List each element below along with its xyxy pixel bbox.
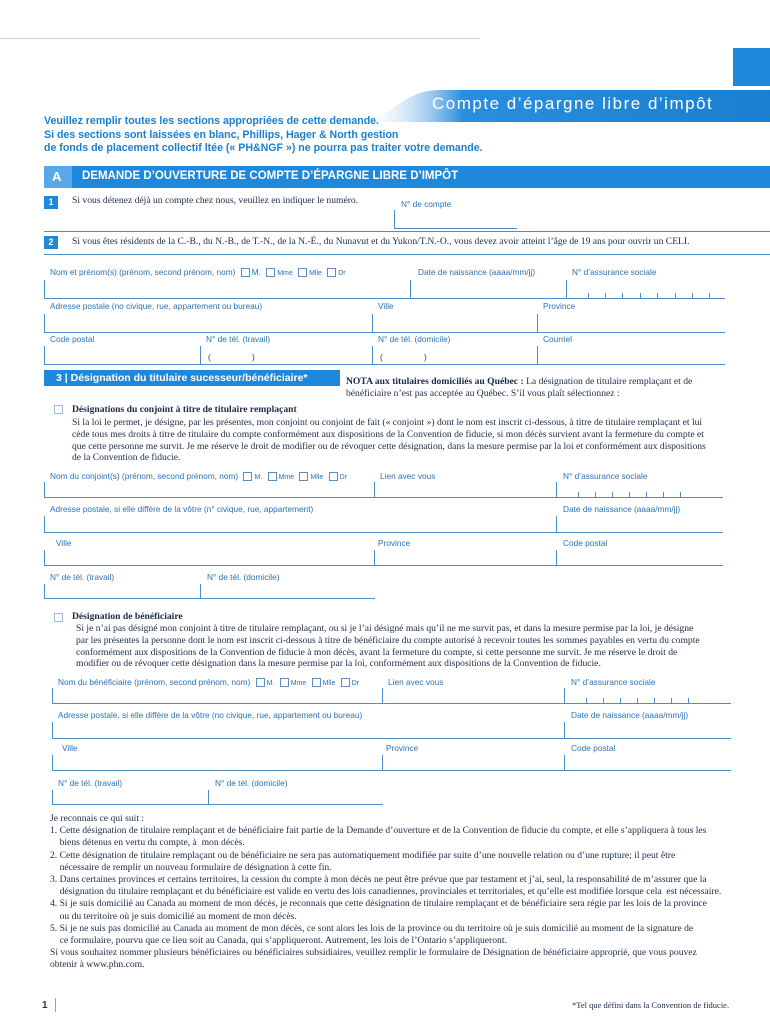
email-label: Courriel: [543, 334, 573, 344]
benef-text-line: conformément aux dispositions de la Convention de fiducie à mon décès, avant la fermeture du compte, si cette personne me survit. Je me réserve le droit de: [76, 646, 678, 658]
beneficiary-postal-label: Code postal: [571, 743, 616, 753]
section-a-letter: A: [52, 169, 62, 184]
spouse-title-mlle-checkbox[interactable]: [299, 472, 308, 481]
spouse-text-line: cède tous mes droits à titre de titulaire du compte conformément aux dispositions de la Convention de fiducie, si mon décès survient avant la fermeture du compte et: [72, 428, 704, 440]
sin-tick: [640, 293, 641, 298]
section-3-title: 3 | Désignation du titulaire sucesseur/bénéficiaire*: [56, 372, 308, 384]
ack-line: ou du territoire où je suis domicilié au moment de mon décès.: [50, 910, 297, 922]
name-label-text: Nom et prénom(s) (prénom, second prénom, nom): [50, 267, 236, 277]
spouse-dob-label: Date de naissance (aaaa/mm/jj): [563, 504, 681, 514]
account-number-field[interactable]: [394, 210, 517, 229]
name-field-label: [50, 267, 346, 277]
beneficiary-city-label: Ville: [62, 743, 78, 753]
email-field[interactable]: [537, 346, 725, 365]
beneficiary-city-field[interactable]: [52, 755, 383, 771]
beneficiary-name-field[interactable]: [52, 688, 383, 704]
phone-work-label: N° de tél. (travail): [206, 334, 271, 344]
quebec-note-bold: NOTA aux titulaires domiciliés au Québec :: [346, 376, 524, 387]
sin-tick: [709, 293, 710, 298]
ack-line: biens détenus en vertu du compte, à mon décès.: [50, 837, 245, 849]
top-rule: [0, 38, 480, 39]
sin-tick: [692, 293, 693, 298]
acknowledgement-block: [50, 813, 762, 972]
section-a-title: DEMANDE D’OUVERTURE DE COMPTE D’ÉPARGNE LIBRE D’IMPÔT: [82, 170, 459, 182]
beneficiary-dob-field[interactable]: [564, 722, 731, 739]
spouse-text-line: que cette personne me survit. Je me réserve le droit de modifier ou de révoquer cette désignation, dans la mesure permise par la loi et conformément aux dispositions: [72, 440, 706, 452]
benef-sin-tick: [620, 698, 621, 703]
title-dr-label: Dr: [338, 270, 346, 277]
sin-tick: [675, 293, 676, 298]
beneficiary-sin-label: N° d’assurance sociale: [571, 677, 656, 687]
ack-line: nécessaire de remplir un nouveau formulaire de désignation à cette fin.: [50, 861, 332, 873]
page-number-divider: [55, 998, 56, 1012]
intro-text: [44, 115, 483, 156]
beneficiary-phone-home-field[interactable]: [208, 790, 383, 805]
spouse-dob-field[interactable]: [556, 516, 723, 533]
spouse-designation-text: [72, 417, 762, 464]
spouse-title-mlle-label: Mlle: [310, 474, 324, 481]
account-number-label: N° de compte: [401, 199, 452, 209]
spouse-sin-tick: [612, 492, 613, 497]
phone-home-label: N° de tél. (domicile): [378, 334, 451, 344]
spouse-title-dr-checkbox[interactable]: [329, 472, 338, 481]
beneficiary-postal-field[interactable]: [564, 755, 731, 771]
spouse-phone-home-field[interactable]: [200, 584, 375, 599]
postal-code-field[interactable]: [44, 346, 201, 365]
ack-line: désignation du titulaire remplaçant et du bénéficiaire est valide en vertu des lois canadiennes, provinciales et territoriales, et qu’elle est modifiée lorsque cela est nécessaire.: [50, 886, 722, 898]
spouse-phone-home-label: N° de tél. (domicile): [207, 572, 280, 582]
benef-title-m-label: M.: [266, 680, 275, 687]
spouse-title-mme-checkbox[interactable]: [268, 472, 277, 481]
title-dr-checkbox[interactable]: [327, 268, 336, 277]
beneficiary-relation-field[interactable]: [382, 688, 565, 704]
benef-sin-tick: [637, 698, 638, 703]
phone-work-area-open: (: [208, 352, 211, 362]
dob-field[interactable]: [410, 280, 567, 299]
spouse-postal-label: Code postal: [563, 538, 608, 548]
spouse-designation-title: Désignations du conjoint à titre de titulaire remplaçant: [72, 404, 297, 415]
postal-code-label: Code postal: [50, 334, 95, 344]
benef-sin-tick: [654, 698, 655, 703]
page-title: Compte d’épargne libre d’impôt: [432, 94, 714, 113]
benef-sin-tick: [603, 698, 604, 703]
corner-accent: [733, 48, 770, 86]
spouse-title-m-label: M.: [254, 474, 263, 481]
beneficiary-address-label: Adresse postale, si elle diffère de la vôtre (no civique, rue, appartement ou bureau): [58, 710, 363, 720]
ack-line: Si vous souhaitez nommer plusieurs bénéficiaires ou bénéficiaires subsidiaires, veuillez remplir le formulaire de Désignation de bénéficiaire approprié, que vous pouvez: [50, 947, 697, 959]
spouse-title-m-checkbox[interactable]: [243, 472, 252, 481]
page-number: 1: [42, 1000, 48, 1011]
benef-sin-tick: [586, 698, 587, 703]
benef-title-mme-checkbox[interactable]: [280, 678, 289, 687]
beneficiary-designation-title: Désignation de bénéficiaire: [72, 611, 183, 622]
spouse-relation-label: Lien avec vous: [380, 471, 436, 481]
spouse-sin-tick: [578, 492, 579, 497]
benef-text-line: par les présentes la personne dont le nom est inscrit ci-dessous à titre de bénéficiaire du compte autorisé à recevoir toutes les sommes payables en vertu du compte: [76, 634, 700, 646]
province-field[interactable]: [537, 314, 725, 333]
divider-q1: [44, 231, 770, 232]
city-field[interactable]: [372, 314, 538, 333]
spouse-text-line: de la Convention de fiducie.: [72, 452, 181, 464]
address-label: Adresse postale (no civique, rue, appartement ou bureau): [50, 301, 263, 311]
ack-line: 1. Cette désignation de titulaire remplaçant et de bénéficiaire fait partie de la Demande d’ouverture et de la Convention de fiducie du compte, et elle s’appliquera à tous les: [50, 825, 707, 837]
phone-home-area-close: ): [424, 352, 427, 362]
spouse-address-field[interactable]: [44, 516, 557, 533]
benef-title-mlle-label: Mlle: [322, 680, 336, 687]
spouse-name-label: [50, 471, 347, 481]
spouse-title-dr-label: Dr: [339, 474, 347, 481]
spouse-sin-label: N° d’assurance sociale: [563, 471, 648, 481]
spouse-province-label: Province: [378, 538, 411, 548]
beneficiary-phone-home-label: N° de tél. (domicile): [215, 778, 288, 788]
spouse-title-mme-label: Mme: [278, 474, 295, 481]
ack-line: obtenir à www.phn.com.: [50, 959, 145, 971]
question-2-number: 2: [44, 236, 58, 249]
sin-tick: [588, 293, 589, 298]
benef-title-mme-label: Mme: [290, 680, 307, 687]
spouse-name-field[interactable]: [44, 482, 375, 498]
spouse-address-label: Adresse postale, si elle diffère de la vôtre (n° civique, rue, appartement): [50, 504, 314, 514]
sin-tick: [657, 293, 658, 298]
benef-text-line: Si je n’ai pas désigné mon conjoint à titre de titulaire remplaçant, ou si je l’ai désigné mais qu’il ne me survit pas, et dans la mesure permise par la loi, je désigne: [76, 623, 694, 634]
question-2-text: Si vous êtes résidents de la C.-B., du N.-B., de T.-N., de la N.-É., du Nunavut et du Yukon/T.N.-O., vous devez avoir atteint l’âge de 19 ans pour ouvrir un CELI.: [72, 236, 690, 247]
sin-tick: [622, 293, 623, 298]
beneficiary-dob-label: Date de naissance (aaaa/mm/jj): [571, 710, 689, 720]
intro-line-2: Si des sections sont laissées en blanc, Phillips, Hager & North gestion: [44, 128, 399, 141]
benef-title-m-checkbox[interactable]: [256, 678, 265, 687]
spouse-city-field[interactable]: [44, 550, 375, 566]
title-m-label: M.: [251, 267, 261, 277]
sin-tick: [605, 293, 606, 298]
spouse-sin-tick: [595, 492, 596, 497]
beneficiary-name-label-text: Nom du bénéficiaire (prénom, second prénom, nom): [58, 677, 251, 687]
divider-q2: [44, 254, 770, 255]
name-field[interactable]: [44, 280, 411, 299]
city-label: Ville: [378, 301, 394, 311]
beneficiary-phone-work-field[interactable]: [52, 790, 209, 805]
spouse-designation-checkbox[interactable]: [54, 405, 63, 414]
sin-field[interactable]: [566, 280, 725, 299]
ack-line: 2. Cette désignation de titulaire remplaçant ou de bénéficiaire ne sera pas automatiquement modifiée par suite d’une nouvelle relation ou d’une rupture; il peut être: [50, 849, 676, 861]
spouse-sin-tick: [663, 492, 664, 497]
beneficiary-name-label: [58, 677, 359, 687]
dob-label: Date de naissance (aaaa/mm/jj): [418, 267, 536, 277]
title-m-checkbox[interactable]: [241, 268, 250, 277]
province-label: Province: [543, 301, 576, 311]
beneficiary-designation-checkbox[interactable]: [54, 613, 63, 622]
beneficiary-phone-work-label: N° de tél. (travail): [58, 778, 123, 788]
intro-line-3: de fonds de placement collectif ltée (« PH&NGF ») ne pourra pas traiter votre demande.: [44, 142, 483, 154]
title-mme-checkbox[interactable]: [266, 268, 275, 277]
spouse-sin-tick: [680, 492, 681, 497]
beneficiary-province-field[interactable]: [382, 755, 565, 771]
beneficiary-province-label: Province: [386, 743, 419, 753]
beneficiary-relation-label: Lien avec vous: [388, 677, 444, 687]
spouse-province-field[interactable]: [374, 550, 557, 566]
acknowledgement-intro: Je reconnais ce qui suit :: [50, 813, 145, 824]
beneficiary-address-field[interactable]: [52, 722, 565, 739]
question-1-text: Si vous détenez déjà un compte chez nous, veuillez en indiquer le numéro.: [72, 195, 359, 206]
question-1-number: 1: [44, 196, 58, 209]
ack-line: 4. Si je suis domicilié au Canada au moment de mon décès, je reconnais que cette désignation de titulaire remplaçant et de bénéficiaire sera régie par les lois de la province: [50, 898, 707, 910]
ack-line: 3. Dans certaines provinces et certains territoires, la cession du compte à mon décès ne peut être prévue que par testament et j’ai, seul, la responsabilité de m’assurer que la: [50, 874, 707, 886]
spouse-text-line: Si la loi le permet, je désigne, par les présentes, mon conjoint ou conjoint de fait (« conjoint ») dont le nom est inscrit ci-dessous, à titre de titulaire remplaçant et lui: [72, 417, 703, 428]
spouse-phone-work-field[interactable]: [44, 584, 201, 599]
spouse-sin-tick: [646, 492, 647, 497]
title-mlle-label: Mlle: [309, 270, 322, 277]
spouse-phone-work-label: N° de tél. (travail): [50, 572, 115, 582]
footnote: *Tel que défini dans la Convention de fiducie.: [572, 1000, 730, 1010]
beneficiary-designation-text: [76, 623, 766, 670]
benef-title-dr-label: Dr: [351, 680, 360, 687]
quebec-note-rest: La désignation de titulaire remplaçant et de: [523, 376, 693, 387]
phone-home-area-open: (: [380, 352, 383, 362]
address-field[interactable]: [44, 314, 373, 333]
benef-title-dr-checkbox[interactable]: [341, 678, 350, 687]
sin-label: N° d’assurance sociale: [572, 267, 657, 277]
benef-text-line: modifier ou de révoquer cette désignation dans la mesure permise par la loi, conformément aux dispositions de la Convention de fiducie.: [76, 658, 601, 670]
phone-work-field[interactable]: [200, 346, 373, 365]
beneficiary-sin-field[interactable]: [564, 688, 731, 704]
ack-line: ce formulaire, pourvu que ce lieu soit au Canada, qui s’appliqueront. Autrement, les lois de l’Ontario s’appliqueront.: [50, 935, 507, 947]
benef-title-mlle-checkbox[interactable]: [312, 678, 321, 687]
quebec-note-line-2: bénéficiaire n’est pas acceptée au Québec. S’il vous plaît sélectionnez :: [346, 388, 620, 399]
intro-line-1: Veuillez remplir toutes les sections appropriées de cette demande.: [44, 115, 379, 127]
phone-home-field[interactable]: [372, 346, 538, 365]
spouse-relation-field[interactable]: [374, 482, 557, 498]
spouse-sin-tick: [629, 492, 630, 497]
benef-sin-tick: [688, 698, 689, 703]
spouse-city-label: Ville: [56, 538, 72, 548]
ack-line: 5. Si je ne suis pas domicilié au Canada au moment de mon décès, ce sont alors les lois de la province ou du territoire où je suis domicilié au moment de la signature de: [50, 922, 694, 934]
spouse-sin-field[interactable]: [556, 482, 723, 498]
title-mlle-checkbox[interactable]: [298, 268, 307, 277]
phone-work-area-close: ): [252, 352, 255, 362]
spouse-name-label-text: Nom du conjoint(s) (prénom, second prénom, nom): [50, 471, 239, 481]
spouse-postal-field[interactable]: [556, 550, 723, 566]
quebec-note: [346, 376, 692, 387]
benef-sin-tick: [671, 698, 672, 703]
title-mme-label: Mme: [277, 270, 293, 277]
